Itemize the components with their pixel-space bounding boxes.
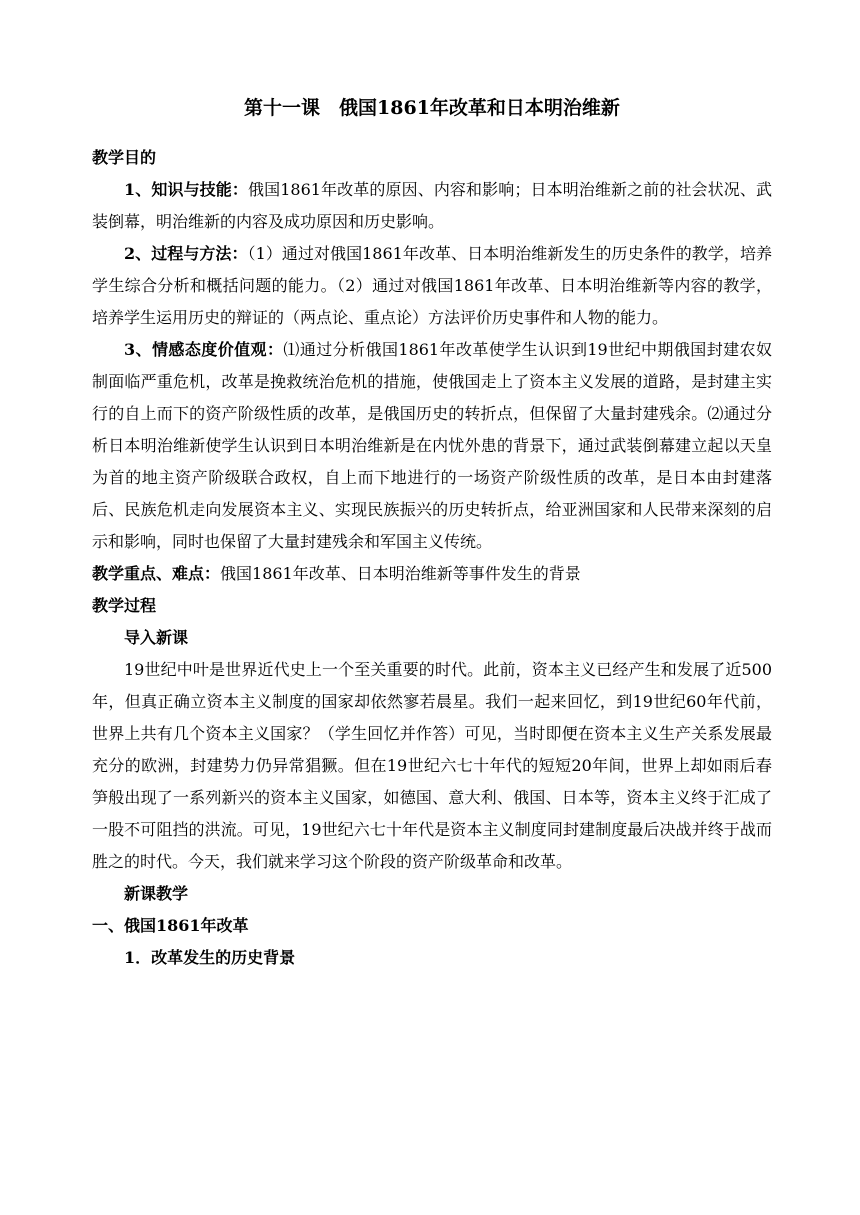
objective-knowledge [92,174,772,238]
new-lesson-heading: 新课教学 [124,884,189,903]
objective-values [92,334,772,558]
objective-text: （1）通过对俄国1861年改革、日本明治维新发生的历史条件的教学，培养学生综合分析和概括问题的能力。（2）通过对俄国1861年改革、日本明治维新等内容的教学，培养学生运用历史的辩证的（两点论、重点论）方法评价历史事件和人物的能力。 [92,244,772,327]
key-points [92,558,772,590]
key-points-label: 教学重点、难点： [92,564,221,583]
page-title: 第十一课 俄国1861年改革和日本明治维新 [244,97,620,119]
section-heading: 一、俄国1861年改革 [92,916,249,935]
objective-label: 1、知识与技能： [124,180,249,199]
objective-process [92,238,772,334]
objective-label: 3、情感态度价值观： [124,340,284,359]
objectives-heading: 教学目的 [92,148,157,167]
objective-text: 俄国1861年改革的原因、内容和影响；日本明治维新之前的社会状况、武装倒幕，明治维新的内容及成功原因和历史影响。 [92,180,772,231]
intro-paragraph: 19世纪中叶是世界近代史上一个至关重要的时代。此前，资本主义已经产生和发展了近500年，但真正确立资本主义制度的国家却依然寥若晨星。我们一起来回忆，到19世纪60年代前，世界上共有几个资本主义国家？（学生回忆并作答）可见，当时即便在资本主义生产关系发展最充分的欧洲，封建势力仍异常猖獗。但在19世纪六七十年代的短短20年间，世界上却如雨后春笋般出现了一系列新兴的资本主义国家，如德国、意大利、俄国、日本等，资本主义终于汇成了一股不可阻挡的洪流。可见，19世纪六七十年代是资本主义制度同封建制度最后决战并终于战而胜之的时代。今天，我们就来学习这个阶段的资产阶级革命和改革。 [92,660,772,871]
intro-heading: 导入新课 [124,628,189,647]
key-points-text: 俄国1861年改革、日本明治维新等事件发生的背景 [220,564,581,583]
process-heading: 教学过程 [92,596,157,615]
document-body [92,94,772,974]
objective-label: 2、过程与方法： [124,244,248,263]
objective-text: ⑴通过分析俄国1861年改革使学生认识到19世纪中期俄国封建农奴制面临严重危机，改革是挽救统治危机的措施，使俄国走上了资本主义发展的道路，是封建主实行的自上而下的资产阶级性质的改革，是俄国历史的转折点，但保留了大量封建残余。⑵通过分析日本明治维新使学生认识到日本明治维新是在内忧外患的背景下，通过武装倒幕建立起以天皇为首的地主资产阶级联合政权，自上而下地进行的一场资产阶级性质的改革，是日本由封建落后、民族危机走向发展资本主义、实现民族振兴的历史转折点，给亚洲国家和人民带来深刻的启示和影响，同时也保留了大量封建残余和军国主义传统。 [92,340,772,551]
subsection-heading: 1．改革发生的历史背景 [124,948,296,967]
